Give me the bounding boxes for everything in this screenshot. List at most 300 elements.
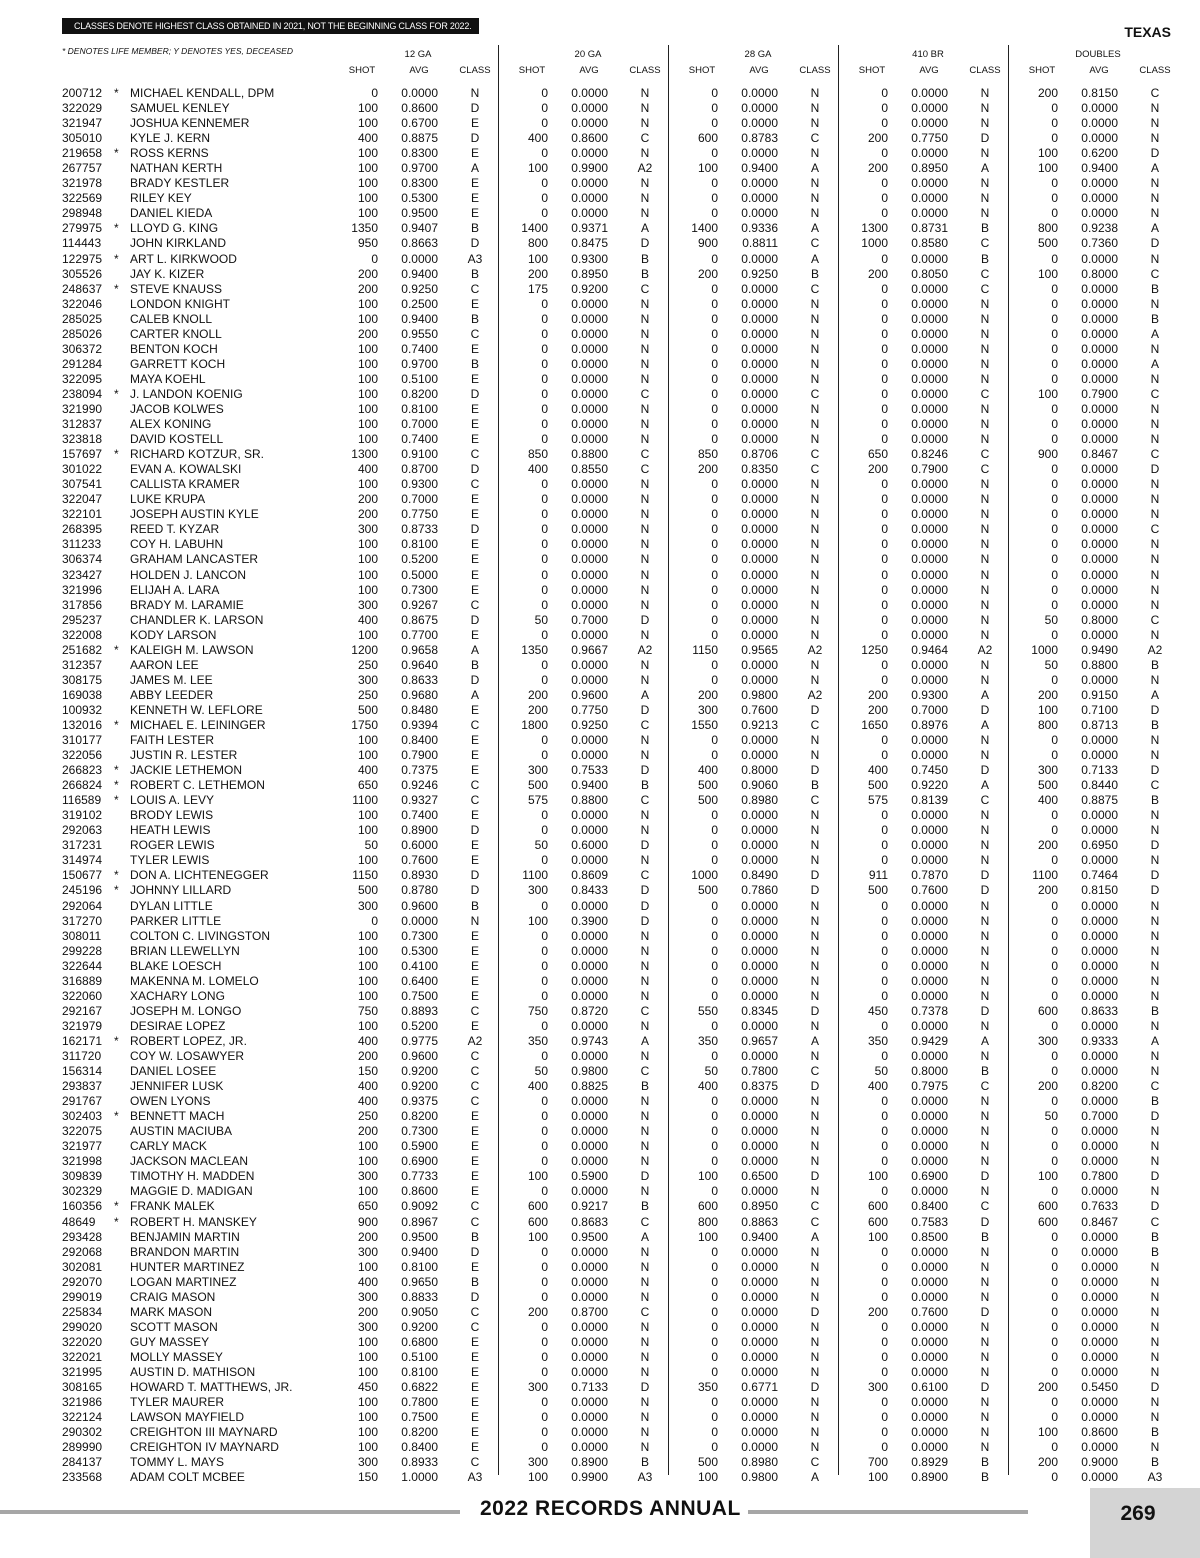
shot-count: 0 <box>541 101 548 116</box>
class-value: D <box>470 236 480 251</box>
class-value: D <box>980 1304 990 1319</box>
class-value: C <box>640 281 650 296</box>
class-value: N <box>1150 1289 1160 1304</box>
average-value: 0.8000 <box>1081 266 1118 281</box>
average-value: 0.9217 <box>571 1199 608 1214</box>
average-value: 0.0000 <box>741 116 778 131</box>
shot-count: 300 <box>357 1319 378 1334</box>
average-value: 0.7975 <box>911 1079 948 1094</box>
class-value: E <box>470 432 479 447</box>
shot-count: 0 <box>711 567 718 582</box>
class-value: E <box>470 733 479 748</box>
class-value: E <box>470 417 479 432</box>
average-value: 0.0000 <box>741 507 778 522</box>
class-value: N <box>980 913 990 928</box>
shot-count: 0 <box>541 1154 548 1169</box>
average-value: 0.5000 <box>401 567 438 582</box>
average-value: 0.2500 <box>401 296 438 311</box>
class-value: B <box>470 898 479 913</box>
class-value: D <box>640 1380 650 1395</box>
class-value: D <box>810 1079 820 1094</box>
average-value: 0.9407 <box>401 221 438 236</box>
table-row <box>0 748 1200 763</box>
class-value: N <box>980 191 990 206</box>
shot-count: 800 <box>697 1214 718 1229</box>
member-name: CARTER KNOLL <box>130 326 222 341</box>
member-id: 293837 <box>62 1079 103 1094</box>
average-value: 0.0000 <box>571 356 608 371</box>
member-name: J. LANDON KOENIG <box>130 386 243 401</box>
table-row <box>0 1019 1200 1034</box>
average-value: 0.0000 <box>741 176 778 191</box>
class-value: N <box>1150 492 1160 507</box>
class-value: N <box>640 1364 650 1379</box>
class-value: D <box>1150 1199 1160 1214</box>
shot-count: 200 <box>1037 883 1058 898</box>
shot-count: 0 <box>1051 1124 1058 1139</box>
class-value: C <box>640 1214 650 1229</box>
average-value: 0.8580 <box>911 236 948 251</box>
class-value: N <box>980 582 990 597</box>
average-value: 0.9800 <box>741 687 778 702</box>
average-value: 0.8967 <box>401 1214 438 1229</box>
shot-count: 0 <box>711 1154 718 1169</box>
shot-count: 0 <box>541 582 548 597</box>
class-value: N <box>810 627 820 642</box>
average-value: 0.0000 <box>911 477 948 492</box>
member-id: 290302 <box>62 1425 103 1440</box>
shot-count: 150 <box>357 1064 378 1079</box>
average-value: 0.0000 <box>571 522 608 537</box>
member-name: DESIRAE LOPEZ <box>130 1018 226 1033</box>
member-id: 132016 <box>62 717 103 732</box>
table-row <box>0 778 1200 793</box>
shot-count: 100 <box>357 401 378 416</box>
shot-count: 0 <box>881 417 888 432</box>
shot-count: 300 <box>527 763 548 778</box>
shot-count: 0 <box>881 1244 888 1259</box>
group-heading: 410 BR <box>912 49 944 60</box>
member-id: 308011 <box>62 928 102 943</box>
table-row <box>0 1395 1200 1410</box>
average-value: 0.8929 <box>911 1455 948 1470</box>
member-name: COY W. LOSAWYER <box>130 1049 245 1063</box>
average-value: 0.0000 <box>1081 1334 1118 1349</box>
table-row <box>0 372 1200 387</box>
average-value: 0.5100 <box>401 1349 438 1364</box>
shot-count: 1000 <box>1031 642 1058 657</box>
shot-count: 0 <box>881 356 888 371</box>
shot-count: 100 <box>357 477 378 492</box>
class-value: N <box>1150 808 1160 823</box>
average-value: 0.8139 <box>911 793 948 808</box>
class-value: N <box>980 1440 990 1455</box>
shot-count: 200 <box>697 687 718 702</box>
class-value: A <box>810 221 819 236</box>
shot-count: 0 <box>881 733 888 748</box>
average-value: 0.6900 <box>401 1154 438 1169</box>
class-value: N <box>810 86 820 100</box>
class-value: N <box>810 116 820 131</box>
shot-count: 200 <box>867 266 888 281</box>
class-value: A2 <box>637 642 653 657</box>
class-value: N <box>980 958 990 973</box>
shot-count: 100 <box>357 958 378 973</box>
table-row <box>0 868 1200 883</box>
average-value: 0.0000 <box>571 597 608 612</box>
member-id: 317270 <box>62 913 103 928</box>
life-member-mark: * <box>114 793 119 808</box>
shot-count: 0 <box>1051 206 1058 221</box>
average-value: 0.9333 <box>1081 1033 1118 1048</box>
average-value: 0.0000 <box>1081 853 1118 868</box>
member-name: KALEIGH M. LAWSON <box>130 642 254 657</box>
shot-count: 0 <box>1051 988 1058 1003</box>
class-value: A <box>1150 356 1159 371</box>
class-value: N <box>810 567 820 582</box>
member-name: SCOTT MASON <box>130 1319 218 1334</box>
class-value: N <box>810 101 820 116</box>
average-value: 0.0000 <box>1081 1184 1118 1199</box>
average-value: 0.9400 <box>401 1244 438 1259</box>
member-id: 160356 <box>62 1199 103 1214</box>
shot-count: 0 <box>881 552 888 567</box>
average-value: 0.0000 <box>911 838 948 853</box>
average-value: 0.0000 <box>911 657 948 672</box>
class-value: N <box>640 1049 650 1063</box>
average-value: 0.9336 <box>741 221 778 236</box>
member-name: KYLE J. KERN <box>130 131 211 146</box>
table-row <box>0 357 1200 372</box>
shot-count: 0 <box>711 1364 718 1379</box>
average-value: 0.0000 <box>741 401 778 416</box>
member-name: BENNETT MACH <box>130 1109 225 1124</box>
member-name: BRADY M. LARAMIE <box>130 597 244 612</box>
class-value: E <box>470 507 479 522</box>
average-value: 0.0000 <box>1081 958 1118 973</box>
average-value: 0.0000 <box>741 1364 778 1379</box>
member-name: REED T. KYZAR <box>130 522 220 537</box>
group-heading: DOUBLES <box>1075 49 1121 60</box>
class-value: E <box>470 748 479 763</box>
member-name: BRANDON MARTIN <box>130 1244 240 1259</box>
class-value: N <box>640 176 650 191</box>
average-value: 0.0000 <box>1081 1410 1118 1425</box>
class-value: B <box>980 221 989 236</box>
class-value: A <box>980 778 989 793</box>
class-value: B <box>1150 1425 1159 1440</box>
member-name: LAWSON MAYFIELD <box>130 1410 245 1425</box>
member-id: 284137 <box>62 1455 103 1470</box>
shot-count: 0 <box>711 101 718 116</box>
class-value: N <box>1150 853 1160 868</box>
class-value: C <box>1150 1079 1160 1094</box>
class-value: N <box>640 86 650 100</box>
average-value: 0.3900 <box>571 913 608 928</box>
class-value: N <box>810 943 820 958</box>
member-id: 200712 <box>62 86 103 100</box>
member-id: 157697 <box>62 447 103 462</box>
class-value: N <box>810 1109 820 1124</box>
shot-count: 100 <box>357 582 378 597</box>
shot-count: 200 <box>867 131 888 146</box>
shot-count: 200 <box>357 1049 378 1063</box>
member-id: 299228 <box>62 943 103 958</box>
life-member-mark: * <box>114 221 119 236</box>
shot-count: 0 <box>711 507 718 522</box>
average-value: 0.0000 <box>911 973 948 988</box>
table-row <box>0 1275 1200 1290</box>
shot-count: 300 <box>357 1289 378 1304</box>
shot-count: 0 <box>881 1094 888 1109</box>
average-value: 0.8833 <box>401 1289 438 1304</box>
class-value: A <box>640 1229 649 1244</box>
shot-count: 100 <box>1037 266 1058 281</box>
table-row <box>0 1109 1200 1124</box>
shot-count: 0 <box>541 1049 548 1063</box>
average-value: 0.0000 <box>571 1184 608 1199</box>
average-value: 0.0000 <box>1081 176 1118 191</box>
class-value: N <box>640 988 650 1003</box>
member-name: ART L. KIRKWOOD <box>130 251 237 266</box>
average-value: 0.0000 <box>911 1184 948 1199</box>
shot-count: 300 <box>527 883 548 898</box>
average-value: 0.0000 <box>1081 748 1118 763</box>
class-value: N <box>640 1154 650 1169</box>
shot-count: 0 <box>711 808 718 823</box>
class-value: N <box>640 116 650 131</box>
shot-count: 0 <box>1051 958 1058 973</box>
class-value: N <box>640 1349 650 1364</box>
shot-count: 0 <box>711 417 718 432</box>
shot-count: 100 <box>357 1364 378 1379</box>
average-value: 0.0000 <box>571 1440 608 1455</box>
shot-count: 100 <box>357 1395 378 1410</box>
class-value: N <box>470 913 480 928</box>
class-value: N <box>980 552 990 567</box>
shot-count: 0 <box>881 191 888 206</box>
shot-count: 100 <box>527 251 548 266</box>
average-value: 0.0000 <box>741 1244 778 1259</box>
average-value: 0.0000 <box>1081 1049 1118 1063</box>
shot-count: 100 <box>357 101 378 116</box>
shot-count: 100 <box>357 1259 378 1274</box>
average-value: 0.0000 <box>741 1410 778 1425</box>
average-value: 0.0000 <box>571 1319 608 1334</box>
member-name: MICHAEL E. LEININGER <box>130 717 266 732</box>
shot-count: 600 <box>697 131 718 146</box>
member-id: 321979 <box>62 1018 103 1033</box>
table-row <box>0 613 1200 628</box>
member-name: GUY MASSEY <box>130 1334 210 1349</box>
average-value: 0.7900 <box>911 462 948 477</box>
member-name: DANIEL KIEDA <box>130 206 213 221</box>
class-value: N <box>640 1094 650 1109</box>
shot-count: 0 <box>1051 943 1058 958</box>
table-row <box>0 598 1200 613</box>
average-value: 0.0000 <box>741 1259 778 1274</box>
average-value: 0.9565 <box>741 642 778 657</box>
shot-count: 0 <box>711 1139 718 1154</box>
class-value: B <box>470 266 479 281</box>
average-value: 0.7360 <box>1081 236 1118 251</box>
table-row <box>0 507 1200 522</box>
member-id: 293428 <box>62 1229 103 1244</box>
table-row <box>0 552 1200 567</box>
member-name: CALEB KNOLL <box>130 311 213 326</box>
class-value: C <box>1150 86 1160 100</box>
class-value: D <box>1150 1380 1160 1395</box>
class-value: E <box>470 1349 479 1364</box>
average-value: 0.6000 <box>401 838 438 853</box>
average-value: 0.8467 <box>1081 447 1118 462</box>
average-value: 0.0000 <box>911 1425 948 1440</box>
average-value: 0.7000 <box>571 612 608 627</box>
life-member-mark: * <box>114 1199 119 1214</box>
shot-count: 0 <box>881 1395 888 1410</box>
column-heading: SHOT <box>688 65 716 76</box>
member-id: 266824 <box>62 778 103 793</box>
member-id: 301022 <box>62 462 103 477</box>
class-value: E <box>470 371 479 386</box>
average-value: 0.0000 <box>741 251 778 266</box>
shot-count: 0 <box>711 1410 718 1425</box>
shot-count: 0 <box>541 657 548 672</box>
average-value: 0.0000 <box>571 1349 608 1364</box>
class-value: E <box>470 1380 479 1395</box>
average-value: 0.0000 <box>741 191 778 206</box>
average-value: 0.8050 <box>911 266 948 281</box>
shot-count: 100 <box>357 386 378 401</box>
shot-count: 500 <box>867 883 888 898</box>
shot-count: 400 <box>357 1274 378 1289</box>
class-value: N <box>810 1410 820 1425</box>
average-value: 0.0000 <box>1081 326 1118 341</box>
average-value: 0.7700 <box>401 627 438 642</box>
average-value: 0.8780 <box>401 883 438 898</box>
average-value: 0.7400 <box>401 808 438 823</box>
life-member-mark: * <box>114 883 119 898</box>
class-value: N <box>810 1364 820 1379</box>
class-value: N <box>1150 1274 1160 1289</box>
class-value: N <box>980 657 990 672</box>
shot-count: 200 <box>357 1229 378 1244</box>
member-id: 299020 <box>62 1319 103 1334</box>
class-value: N <box>810 191 820 206</box>
member-id: 292063 <box>62 823 103 838</box>
member-name: JAY K. KIZER <box>130 266 205 281</box>
average-value: 0.7300 <box>401 582 438 597</box>
class-value: C <box>470 1199 480 1214</box>
class-value: D <box>810 1003 820 1018</box>
average-value: 0.0000 <box>741 808 778 823</box>
shot-count: 0 <box>881 657 888 672</box>
average-value: 1.0000 <box>401 1470 438 1485</box>
member-id: 321947 <box>62 116 103 131</box>
class-value: C <box>640 1304 650 1319</box>
class-value: A2 <box>807 642 823 657</box>
average-value: 0.5200 <box>401 1018 438 1033</box>
member-name: ROBERT H. MANSKEY <box>130 1214 257 1229</box>
class-value: N <box>980 507 990 522</box>
average-value: 0.9657 <box>741 1033 778 1048</box>
shot-count: 100 <box>1037 386 1058 401</box>
member-id: 322095 <box>62 371 103 386</box>
class-value: E <box>470 206 479 221</box>
class-value: N <box>980 1395 990 1410</box>
class-value: D <box>470 883 480 898</box>
class-value: N <box>810 913 820 928</box>
class-value: C <box>810 1455 820 1470</box>
table-row <box>0 1335 1200 1350</box>
shot-count: 0 <box>881 146 888 161</box>
shot-count: 100 <box>357 988 378 1003</box>
average-value: 0.9800 <box>741 1470 778 1485</box>
class-value: C <box>470 597 480 612</box>
life-member-mark: * <box>114 281 119 296</box>
shot-count: 0 <box>1051 823 1058 838</box>
average-value: 0.0000 <box>571 1244 608 1259</box>
class-value: N <box>810 672 820 687</box>
member-name: BENJAMIN MARTIN <box>130 1229 240 1244</box>
shot-count: 0 <box>1051 627 1058 642</box>
class-value: N <box>640 1244 650 1259</box>
average-value: 0.0000 <box>1081 1304 1118 1319</box>
class-value: A <box>810 161 819 176</box>
class-value: N <box>640 492 650 507</box>
shot-count: 0 <box>1051 477 1058 492</box>
average-value: 0.0000 <box>911 988 948 1003</box>
life-member-mark: * <box>114 868 119 883</box>
shot-count: 1300 <box>861 221 888 236</box>
shot-count: 0 <box>1051 296 1058 311</box>
class-value: N <box>1150 537 1160 552</box>
average-value: 0.7583 <box>911 1214 948 1229</box>
page-number: 269 <box>1120 1502 1156 1525</box>
average-value: 0.0000 <box>571 492 608 507</box>
shot-count: 100 <box>357 1440 378 1455</box>
average-value: 0.0000 <box>1081 823 1118 838</box>
shot-count: 0 <box>1051 1049 1058 1063</box>
class-value: N <box>810 507 820 522</box>
average-value: 0.0000 <box>1081 492 1118 507</box>
average-value: 0.0000 <box>741 492 778 507</box>
shot-count: 0 <box>711 913 718 928</box>
average-value: 0.0000 <box>1081 552 1118 567</box>
member-name: LLOYD G. KING <box>130 221 219 236</box>
average-value: 0.8000 <box>1081 612 1118 627</box>
shot-count: 0 <box>711 988 718 1003</box>
life-member-mark: * <box>114 251 119 266</box>
table-row <box>0 1169 1200 1184</box>
class-value: B <box>1150 1229 1159 1244</box>
member-name: BENTON KOCH <box>130 341 218 356</box>
class-value: N <box>980 612 990 627</box>
table-row <box>0 131 1200 146</box>
shot-count: 0 <box>711 552 718 567</box>
shot-count: 175 <box>527 281 548 296</box>
average-value: 0.0000 <box>911 356 948 371</box>
class-value: C <box>810 131 820 146</box>
average-value: 0.0000 <box>911 627 948 642</box>
class-value: N <box>1150 748 1160 763</box>
average-value: 0.0000 <box>1081 371 1118 386</box>
shot-count: 200 <box>1037 838 1058 853</box>
class-value: N <box>640 567 650 582</box>
average-value: 0.0000 <box>571 943 608 958</box>
class-value: N <box>810 1395 820 1410</box>
class-value: B <box>640 1079 649 1094</box>
